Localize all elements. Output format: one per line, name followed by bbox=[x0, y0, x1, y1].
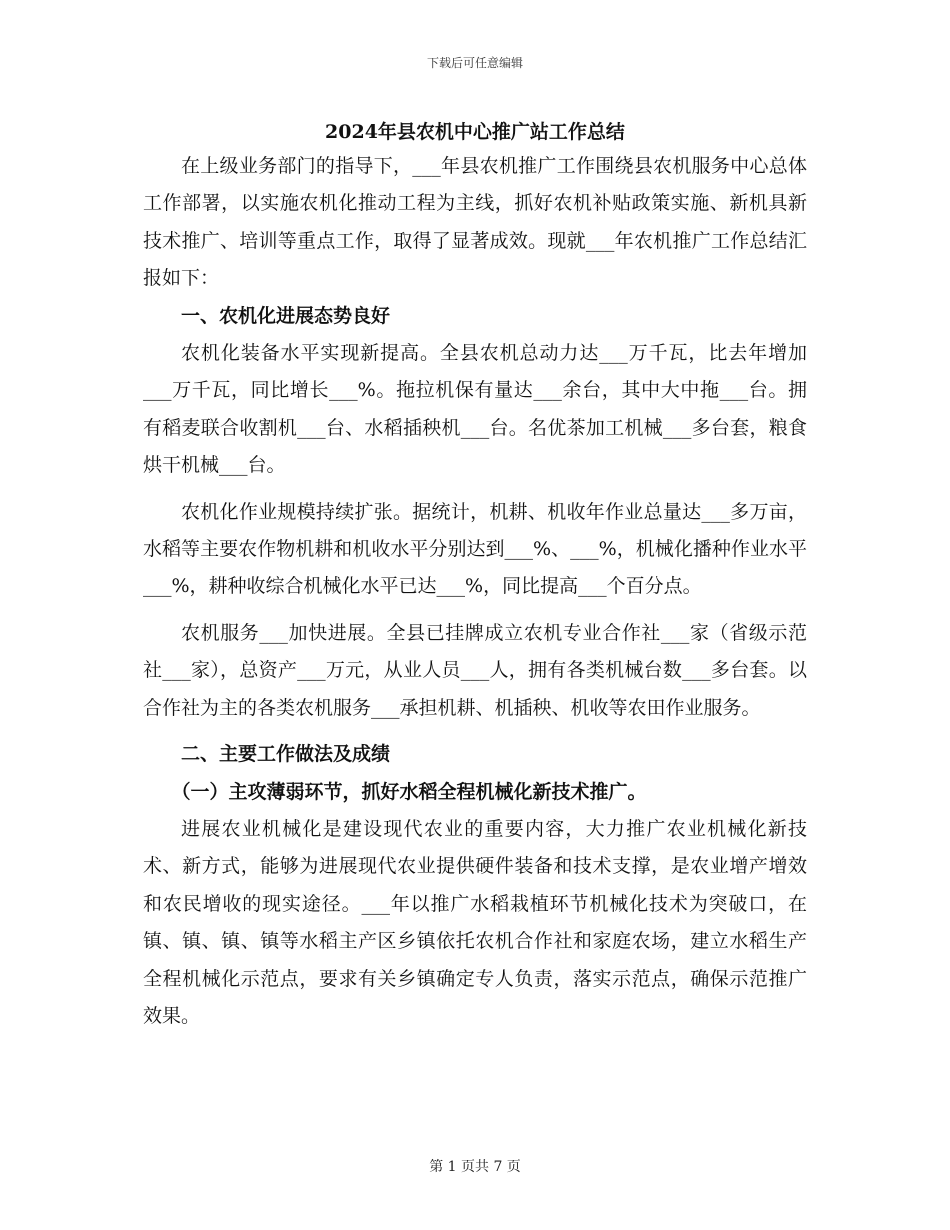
page-footer: 第 1 页共 7 页 bbox=[429, 1159, 521, 1175]
body-paragraph: 农机化作业规模持续扩张。据统计，机耕、机收年作业总量达___多万亩，水稻等主要农作物机耕和机收水平分别达到___%、___%，机械化播种作业水平___%，耕种收综合机械化水平已达___%，同比提高___个百分点。 bbox=[143, 500, 807, 598]
sub-heading-1: （一）主攻薄弱环节，抓好水稻全程机械化新技术推广。 bbox=[171, 780, 647, 803]
intro-paragraph: 在上级业务部门的指导下，___年县农机推广工作围绕县农机服务中心总体工作部署，以实施农机化推动工程为主线，抓好农机补贴政策实施、新机具新技术推广、培训等重点工作，取得了显著成效。现就___年农机推广工作总结汇报如下： bbox=[143, 155, 807, 290]
body-paragraph: 进展农业机械化是建设现代农业的重要内容，大力推广农业机械化新技术、新方式，能够为进展现代农业提供硬件装备和技术支撑，是农业增产增效和农民增收的现实途径。___年以推广水稻栽植环节机械化技术为突破口，在镇、镇、镇、镇等水稻主产区乡镇依托农机合作社和家庭农场，建立水稻生产全程机械化示范点，要求有关乡镇确定专人负责，落实示范点，确保示范推广效果。 bbox=[143, 817, 807, 1027]
section-heading-2: 二、主要工作做法及成绩 bbox=[181, 743, 391, 766]
body-paragraph: 农机化装备水平实现新提高。全县农机总动力达___万千瓦，比去年增加___万千瓦，同比增长___%。拖拉机保有量达___余台，其中大中拖___台。拥有稻麦联合收割机___台、水稻插秧机___台。名优茶加工机械___多台套，粮食烘干机械___台。 bbox=[143, 342, 807, 477]
document-title: 2024年县农机中心推广站工作总结 bbox=[325, 121, 625, 143]
document-body bbox=[143, 148, 807, 1035]
header-note: 下载后可任意编辑 bbox=[426, 56, 523, 70]
section-heading-1: 一、农机化进展态势良好 bbox=[181, 304, 391, 327]
body-paragraph: 农机服务___加快进展。全县已挂牌成立农机专业合作社___家（省级示范社___家），总资产___万元，从业人员___人，拥有各类机械台数___多台套。以合作社为主的各类农机服务___承担机耕、机插秧、机收等农田作业服务。 bbox=[143, 621, 807, 719]
